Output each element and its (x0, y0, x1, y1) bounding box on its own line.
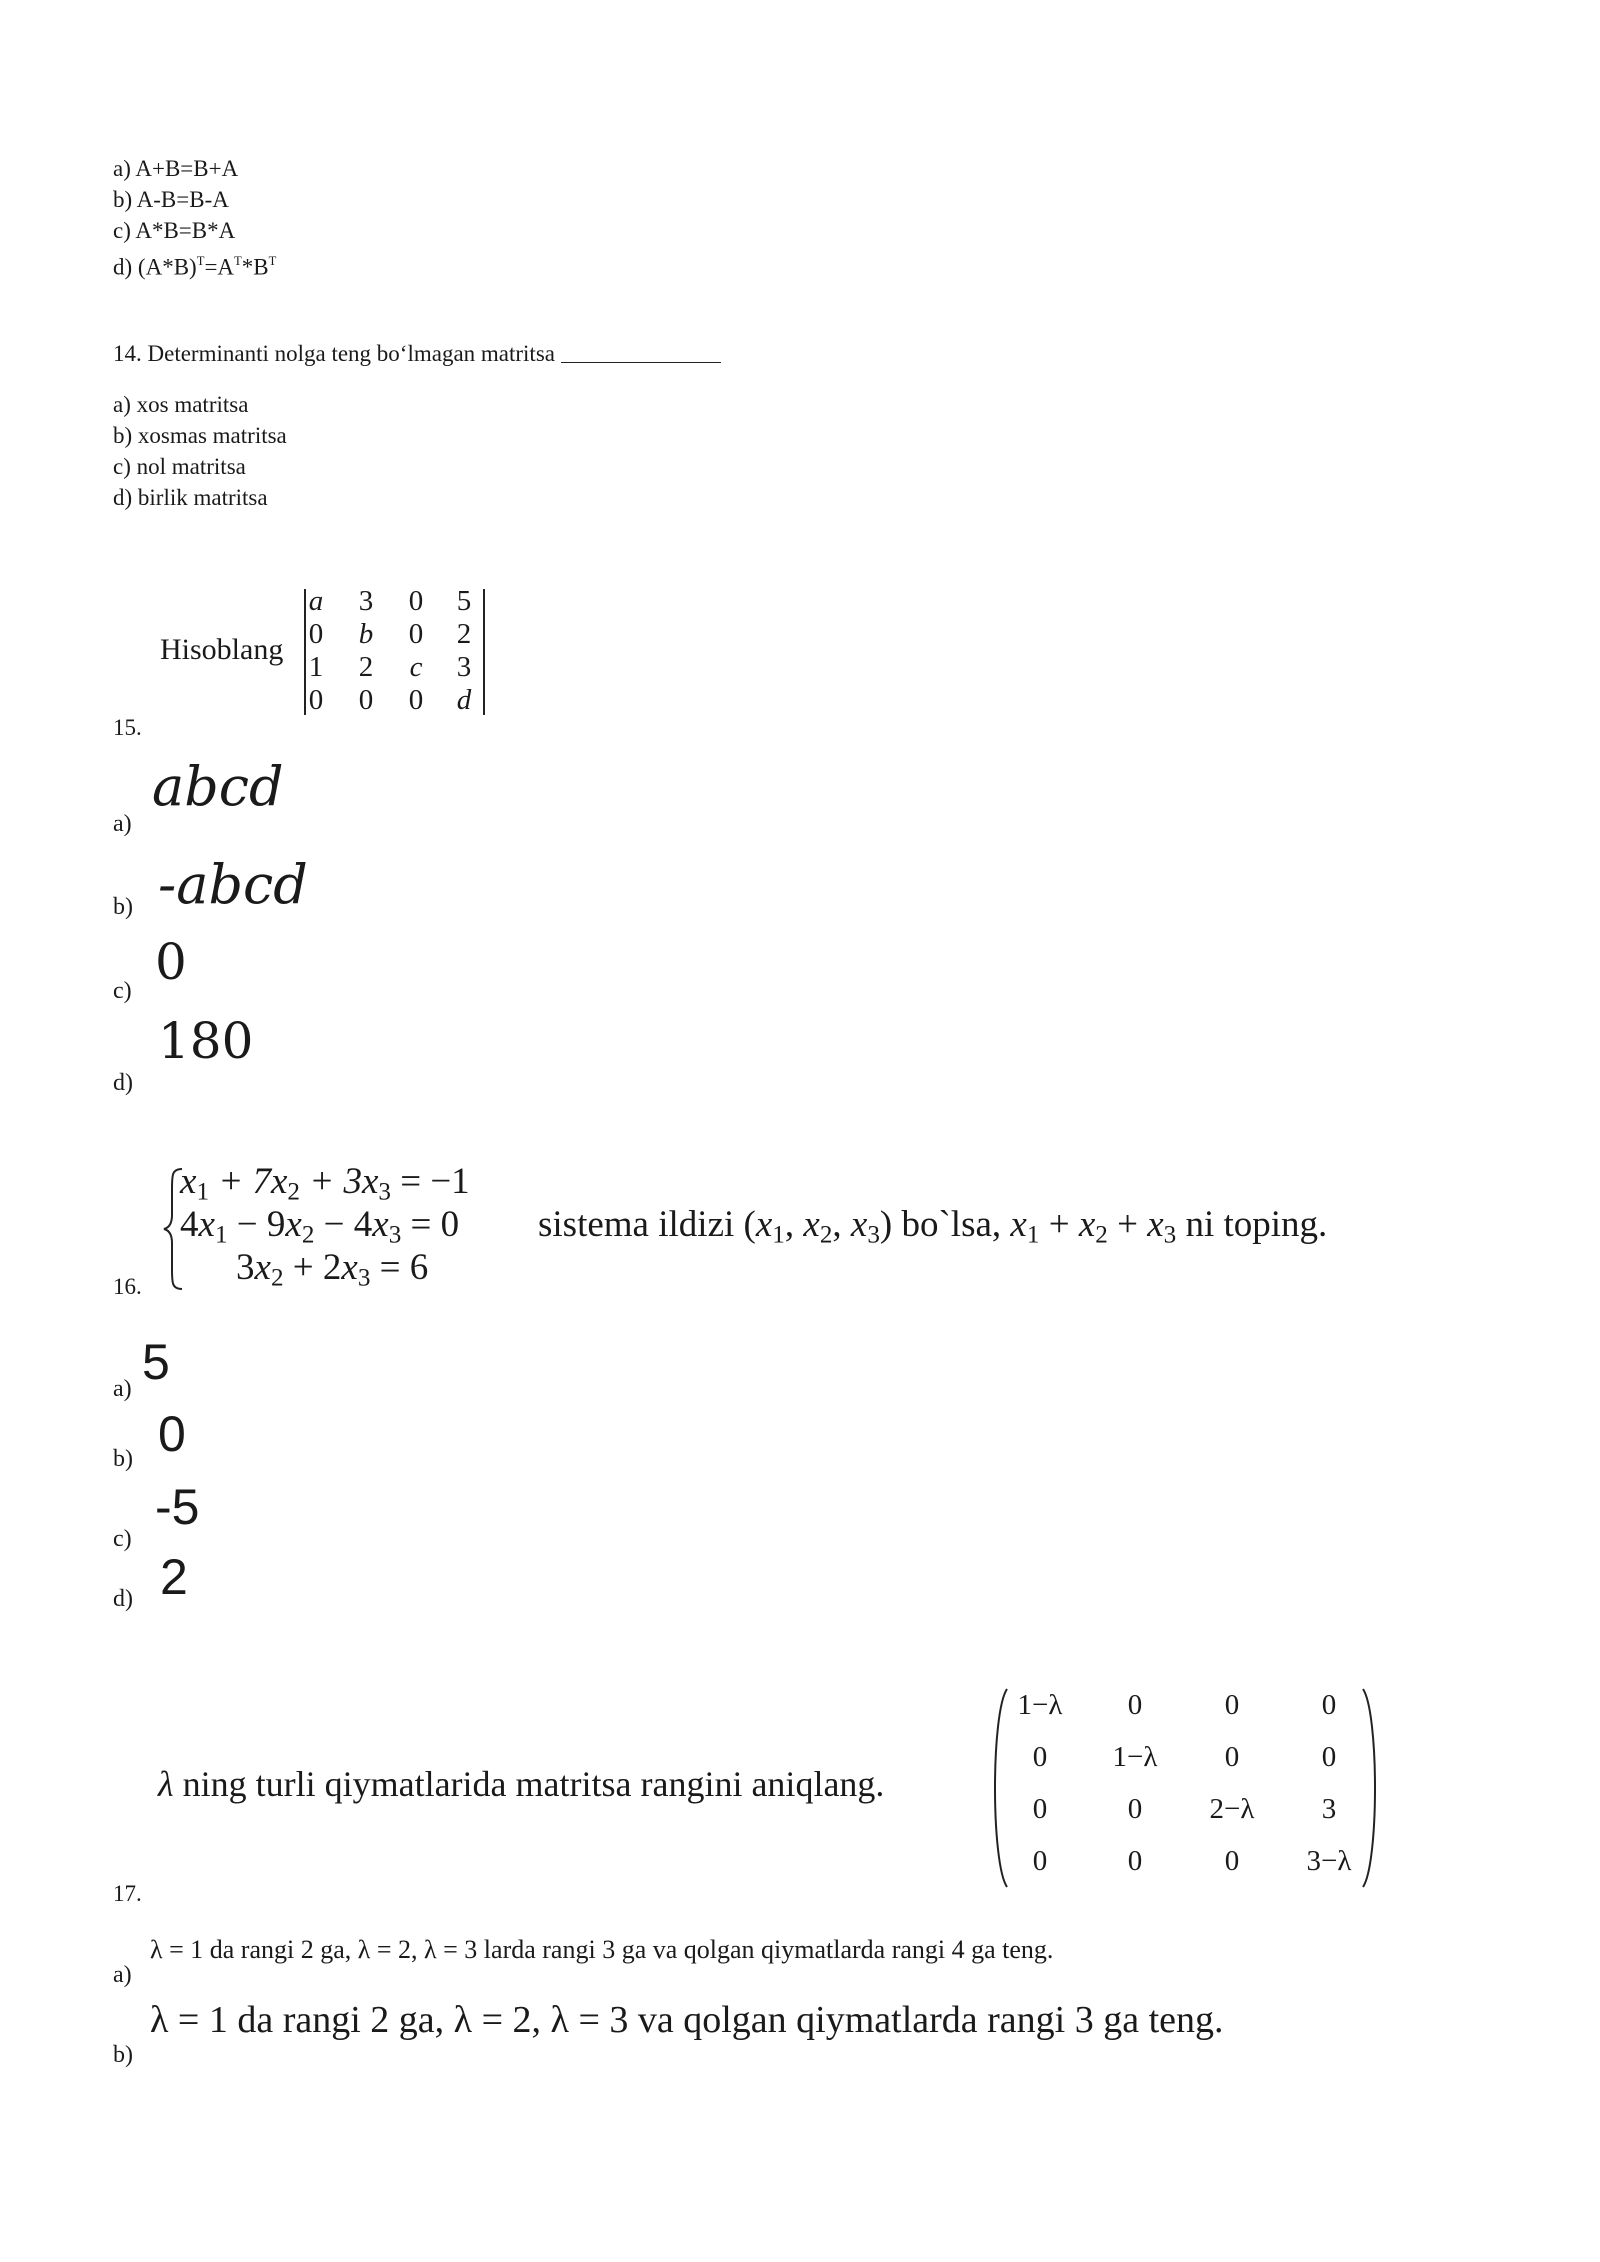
matrix-cell: 0 (1127, 1793, 1143, 1825)
det-cell: d (456, 684, 472, 716)
matrix-cell: 0 (1032, 1741, 1048, 1773)
text-bo: bo`lsa, (901, 1204, 1002, 1245)
matrix-cell: 1−λ (1017, 1689, 1063, 1721)
option-text: xos matritsa (136, 392, 249, 417)
q17-matrix (985, 1683, 1385, 1893)
q13-option-a (113, 153, 238, 184)
matrix-cell: 0 (1224, 1689, 1240, 1721)
det-cell: 0 (308, 618, 324, 650)
option-text-pre: (A*B) (137, 254, 197, 280)
matrix-cell: 0 (1224, 1741, 1240, 1773)
det-cell: 0 (408, 585, 424, 617)
q17-number: 17. (113, 1881, 142, 1906)
q15-prompt: Hisoblang (160, 633, 284, 666)
matrix-cell: 0 (1321, 1741, 1337, 1773)
option-text: A+B=B+A (135, 156, 239, 181)
q15-determinant (296, 585, 496, 717)
option-text: nol matritsa (136, 454, 246, 479)
text-after: sistema ildizi (538, 1204, 735, 1245)
det-cell: b (358, 618, 374, 650)
det-cell: 3 (456, 651, 472, 683)
q14-option-d (113, 482, 268, 513)
q17-option-b-label: b) (113, 2042, 133, 2068)
q16-option-c-label: c) (113, 1526, 132, 1552)
q16-option-b-value: 0 (158, 1406, 186, 1462)
q13-option-d (113, 246, 276, 282)
q16-number: 16. (113, 1274, 142, 1299)
superscript: T (268, 254, 277, 268)
q15-option-c-label: c) (113, 978, 132, 1004)
q16-option-a-label: a) (113, 1376, 132, 1402)
option-label: b) (113, 187, 133, 212)
q16-equation-1: $x_1 + 7x_2 + 3x_3 = -1$ (180, 1161, 470, 1206)
option-label: a) (113, 392, 131, 417)
q15-option-a-label: a) (113, 811, 132, 837)
option-text: A*B=B*A (135, 218, 236, 243)
det-cell: 5 (456, 585, 472, 617)
q15-option-d-value: 180 (158, 1012, 254, 1070)
q16-option-c-value: -5 (155, 1479, 200, 1535)
q16-option-d-value: 2 (160, 1549, 188, 1605)
det-cell: 0 (408, 684, 424, 716)
option-label: b) (113, 423, 133, 448)
det-cell: 0 (308, 684, 324, 716)
option-text-mid: =A (204, 254, 235, 280)
q17-option-b-text: λ = 1 da rangi 2 ga, λ = 2, λ = 3 va qolgan qiymatlarda rangi 3 ga teng. (150, 1999, 1224, 2041)
option-text: xosmas matritsa (137, 423, 287, 448)
matrix-cell: 0 (1032, 1845, 1048, 1877)
q16-option-b-label: b) (113, 1446, 133, 1472)
question-text: 14. Determinanti nolga teng bo‘lmagan matritsa (113, 341, 555, 366)
q16-question-text: sistema ildizi ($x_1$, $x_2$, $x_3$) bo`lsa, $x_1 + x_2 + x_3$ ni toping. (538, 1204, 1328, 1249)
q16-equation-2: $4x_1 - 9x_2 - 4x_3 = 0$ (180, 1204, 460, 1249)
matrix-cell: 0 (1224, 1845, 1240, 1877)
option-label: c) (113, 454, 131, 479)
q14-question (113, 338, 721, 369)
det-cell: 0 (358, 684, 374, 716)
q14-option-c (113, 451, 246, 482)
q16-option-d-label: d) (113, 1586, 133, 1612)
text-end: ni toping. (1185, 1204, 1328, 1245)
option-label: d) (113, 485, 133, 510)
det-cell: c (409, 651, 423, 683)
det-cell: 0 (408, 618, 424, 650)
q14-option-a (113, 389, 248, 420)
option-label: a) (113, 156, 131, 181)
matrix-cell: 0 (1127, 1689, 1143, 1721)
option-label: d) (113, 254, 133, 280)
option-text-mid2: *B (241, 254, 269, 280)
q13-option-b (113, 184, 229, 215)
matrix-cell: 3−λ (1306, 1845, 1352, 1877)
det-cell: 1 (308, 651, 324, 683)
option-text: birlik matritsa (137, 485, 268, 510)
q15-option-a-value: abcd (152, 755, 284, 818)
matrix-cell: 0 (1032, 1793, 1048, 1825)
q13-option-c (113, 215, 235, 246)
q15-option-d-label: d) (113, 1070, 133, 1096)
matrix-cell: 0 (1127, 1845, 1143, 1877)
q15-option-c-value: 0 (155, 933, 187, 991)
superscript: T (196, 254, 205, 268)
det-cell: a (308, 585, 324, 617)
q17-prompt (158, 1763, 884, 1805)
lambda-symbol: λ (158, 1764, 174, 1804)
det-cell: 3 (358, 585, 374, 617)
matrix-cell: 0 (1321, 1689, 1337, 1721)
q16-option-a-value: 5 (142, 1334, 170, 1390)
q15-option-b-value: -abcd (158, 853, 308, 916)
answer-blank (561, 342, 721, 363)
prompt-text: ning turli qiymatlarida matritsa rangini aniqlang. (182, 1764, 885, 1804)
q17-option-a-text: λ = 1 da rangi 2 ga, λ = 2, λ = 3 larda rangi 3 ga va qolgan qiymatlarda rangi 4 ga teng. (150, 1935, 1054, 1964)
matrix-cell: 1−λ (1112, 1741, 1158, 1773)
det-cell: 2 (358, 651, 374, 683)
q14-option-b (113, 420, 287, 451)
q15-option-b-label: b) (113, 894, 133, 920)
det-cell: 2 (456, 618, 472, 650)
option-text: A-B=B-A (136, 187, 229, 212)
superscript: T (234, 254, 242, 268)
matrix-cell: 3 (1321, 1793, 1337, 1825)
q15-number: 15. (113, 715, 142, 740)
q16-equation-3: $3x_2 + 2x_3 = 6$ (236, 1247, 429, 1292)
q17-option-a-label: a) (113, 1962, 132, 1988)
matrix-cell: 2−λ (1209, 1793, 1255, 1825)
option-label: c) (113, 218, 131, 243)
